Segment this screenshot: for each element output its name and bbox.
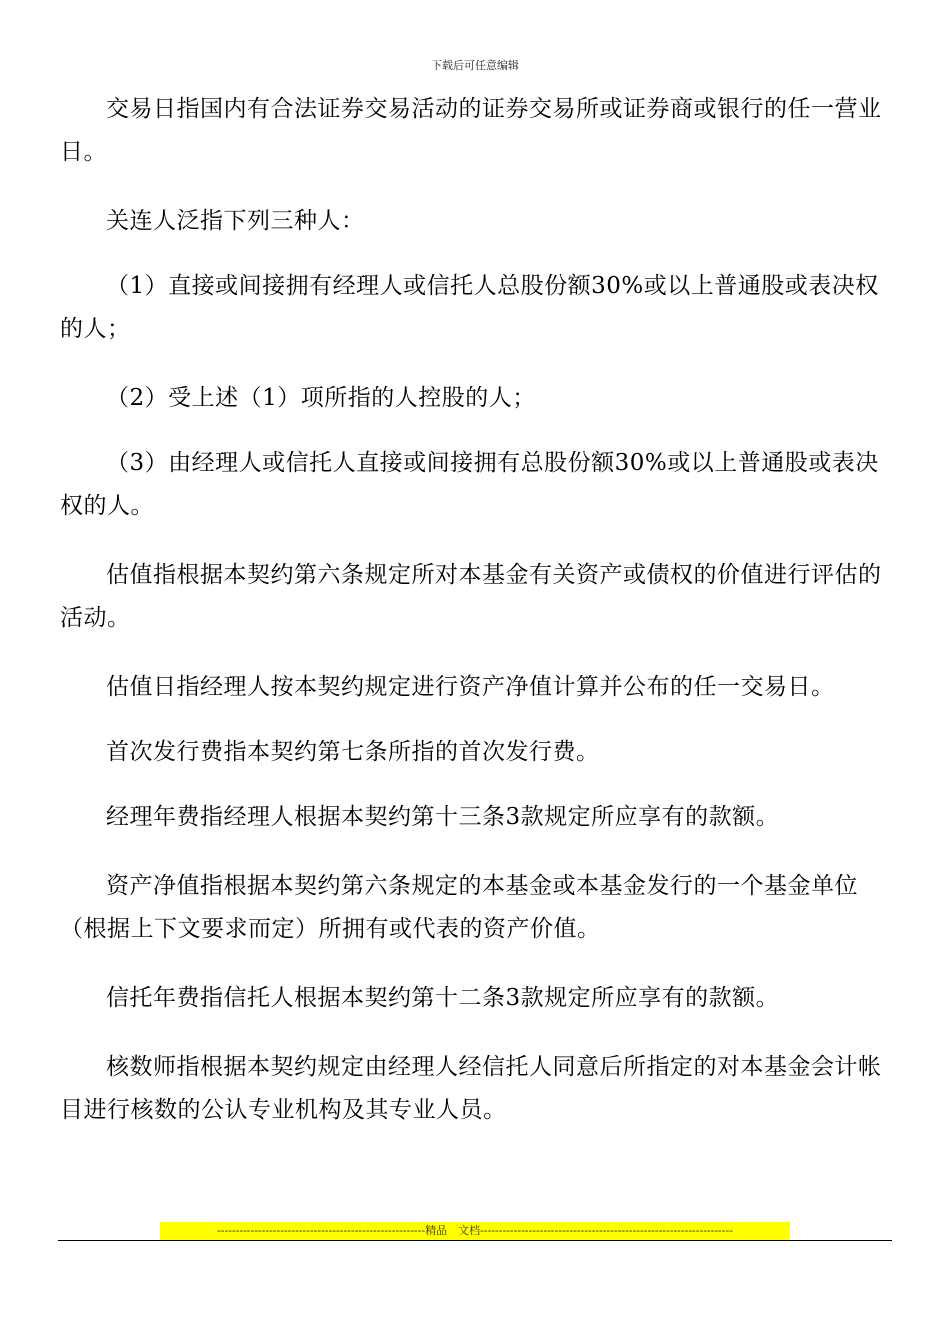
paragraph-item-2: （2）受上述（1）项所指的人控股的人； (106, 385, 536, 411)
paragraph-item-3: （3）由经理人或信托人直接或间接拥有总股份额30%或以上普通股或表决权的人。 (60, 450, 879, 519)
paragraph-valuation: 估值指根据本契约第六条规定所对本基金有关资产或债权的价值进行评估的活动。 (60, 562, 882, 631)
footer-banner: --------------------------------------------------------精品 文档-------------------------------------------------------------------- (160, 1222, 790, 1240)
paragraph-trustee-fee: 信托年费指信托人根据本契约第十二条3款规定所应享有的款额。 (106, 985, 780, 1011)
footer-divider (58, 1240, 892, 1241)
paragraph-item-1: （1）直接或间接拥有经理人或信托人总股份额30%或以上普通股或表决权的人； (60, 273, 879, 342)
paragraph-manager-fee: 经理年费指经理人根据本契约第十三条3款规定所应享有的款额。 (106, 804, 780, 830)
paragraph-trading-day: 交易日指国内有合法证券交易活动的证券交易所或证券商或银行的任一营业日。 (60, 96, 882, 165)
document-body (60, 88, 890, 1158)
paragraph-related-persons: 关连人泛指下列三种人： (106, 208, 365, 234)
paragraph-valuation-day: 估值日指经理人按本契约规定进行资产净值计算并公布的任一交易日。 (106, 674, 835, 700)
paragraph-auditor: 核数师指根据本契约规定由经理人经信托人同意后所指定的对本基金会计帐目进行核数的公认专业机构及其专业人员。 (60, 1054, 882, 1123)
page-header: 下载后可任意编辑 (431, 59, 519, 72)
paragraph-initial-fee: 首次发行费指本契约第七条所指的首次发行费。 (106, 739, 600, 765)
paragraph-net-asset-value: 资产净值指根据本契约第六条规定的本基金或本基金发行的一个基金单位（根据上下文要求而定）所拥有或代表的资产价值。 (60, 873, 858, 942)
